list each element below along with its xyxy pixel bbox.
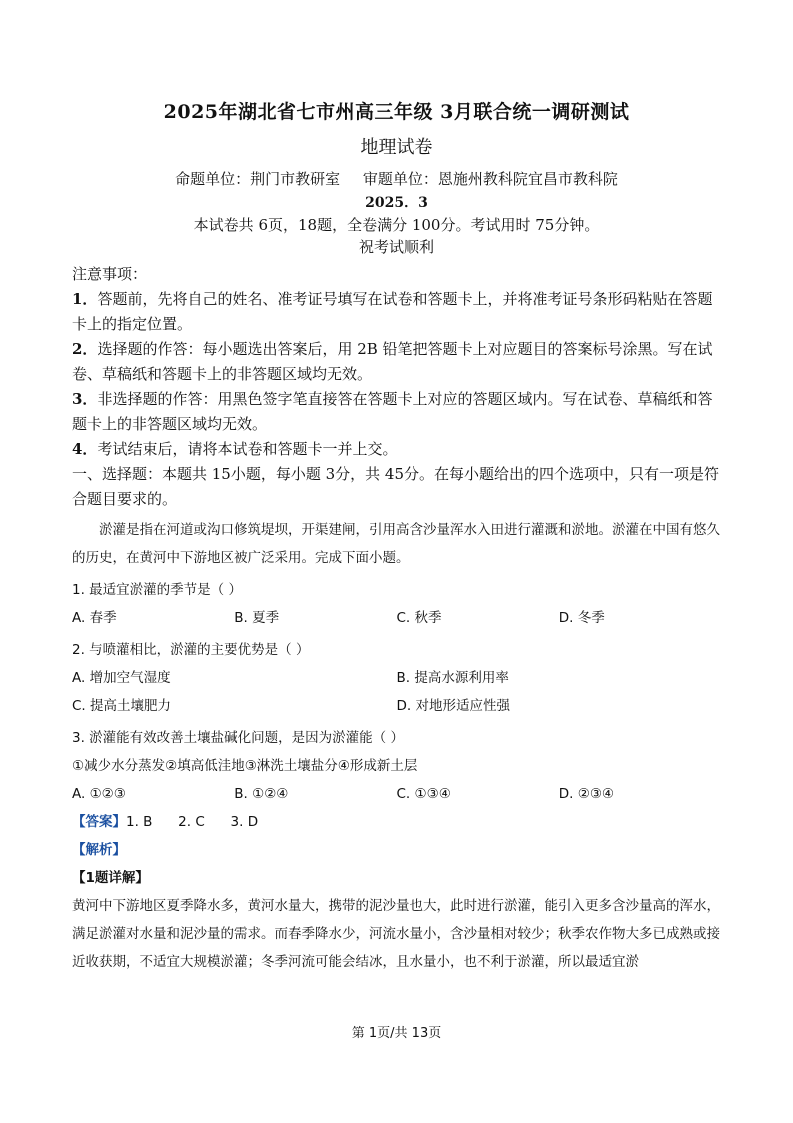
analysis-label: 【解析】 <box>72 842 126 858</box>
exam-wish: 祝考试顺利 <box>358 238 434 256</box>
notice-item-4: 4．考试结束后，请将本试卷和答题卡一并上交。 <box>72 440 398 458</box>
question-1-options <box>72 604 721 632</box>
option: B. ①②④ <box>234 786 289 802</box>
option: D. 对地形适应性强 <box>396 698 510 714</box>
section-instruction: 一、选择题：本题共 15小题，每小题 3分，共 45分。在每小题给出的四个选项中，只有一项是符合题目要求的。 <box>72 465 720 508</box>
exam-info: 本试卷共 6页，18题，全卷满分 100分。考试用时 75分钟。 <box>193 216 600 234</box>
option: A. 增加空气湿度 <box>72 670 171 686</box>
option: D. ②③④ <box>558 786 615 802</box>
option: B. 提高水源利用率 <box>396 670 509 686</box>
setter-unit: 命题单位：荆门市教研室 <box>175 170 341 188</box>
option: C. ①③④ <box>396 786 451 802</box>
notice-section <box>72 262 721 512</box>
exam-title: 2025年湖北省七市州高三年级 3月联合统一调研测试 <box>163 101 630 123</box>
notice-item-3: 3．非选择题的作答：用黑色签字笔直接答在答题卡上对应的答题区域内。写在试卷、草稿纸和答题卡上的非答题区域均无效。 <box>72 390 713 433</box>
page-footer: 第 1页/共 13页 <box>351 1026 442 1041</box>
option: A. ①②③ <box>72 786 126 802</box>
notice-item-2: 2．选择题的作答：每小题选出答案后，用 2B 铅笔把答题卡上对应题目的答案标号涂黑。写在试卷、草稿纸和答题卡上的非答题区域均无效。 <box>72 340 713 383</box>
option: C. 秋季 <box>396 610 442 626</box>
question-2-stem: 2. 与喷灌相比，淤灌的主要优势是（ ） <box>72 642 310 658</box>
answer-line <box>72 808 721 836</box>
option: C. 提高土壤肥力 <box>72 698 172 714</box>
question-3-options <box>72 780 721 808</box>
units-line <box>72 168 721 190</box>
question-2-options-row-1 <box>72 664 721 692</box>
subject-title: 地理试卷 <box>360 137 433 158</box>
notice-item-1: 1．答题前，先将自己的姓名、准考证号填写在试卷和答题卡上，并将准考证号条形码粘贴在答题卡上的指定位置。 <box>72 290 713 333</box>
passage: 淤灌是指在河道或沟口修筑堤坝，开渠建闸，引用高含沙量浑水入田进行灌溉和淤地。淤灌在中国有悠久的历史，在黄河中下游地区被广泛采用。完成下面小题。 <box>72 522 720 566</box>
detail-text: 黄河中下游地区夏季降水多，黄河水量大，携带的泥沙量也大，此时进行淤灌，能引入更多含沙量高的浑水，满足淤灌对水量和泥沙量的需求。而春季降水少，河流水量小，含沙量相对较少；秋季农作物大多已成熟或接近收获期，不适宜大规模淤灌；冬季河流可能会结冰，且水量小，也不利于淤灌，所以最适宜淤 <box>72 898 720 970</box>
option: A. 春季 <box>72 610 117 626</box>
answer-label: 【答案】 <box>72 814 126 830</box>
question-1-stem: 1. 最适宜淤灌的季节是（ ） <box>72 582 242 598</box>
notice-title: 注意事项： <box>72 265 148 283</box>
question-3-stem: 3. 淤灌能有效改善土壤盐碱化问题，是因为淤灌能（ ） <box>72 730 404 746</box>
detail-label: 【1题详解】 <box>72 870 149 886</box>
analysis-section <box>72 836 721 976</box>
question-2-options-row-2 <box>72 692 721 720</box>
answer-text: 1. B 2. C 3. D <box>126 814 259 830</box>
exam-date: 2025．3 <box>365 195 428 211</box>
option: D. 冬季 <box>558 610 605 626</box>
question-body <box>72 516 721 976</box>
question-3-statements: ①减少水分蒸发②填高低洼地③淋洗土壤盐分④形成新土层 <box>72 758 418 774</box>
reviewer-unit: 审题单位：恩施州教科院宜昌市教科院 <box>362 170 618 188</box>
option: B. 夏季 <box>234 610 280 626</box>
